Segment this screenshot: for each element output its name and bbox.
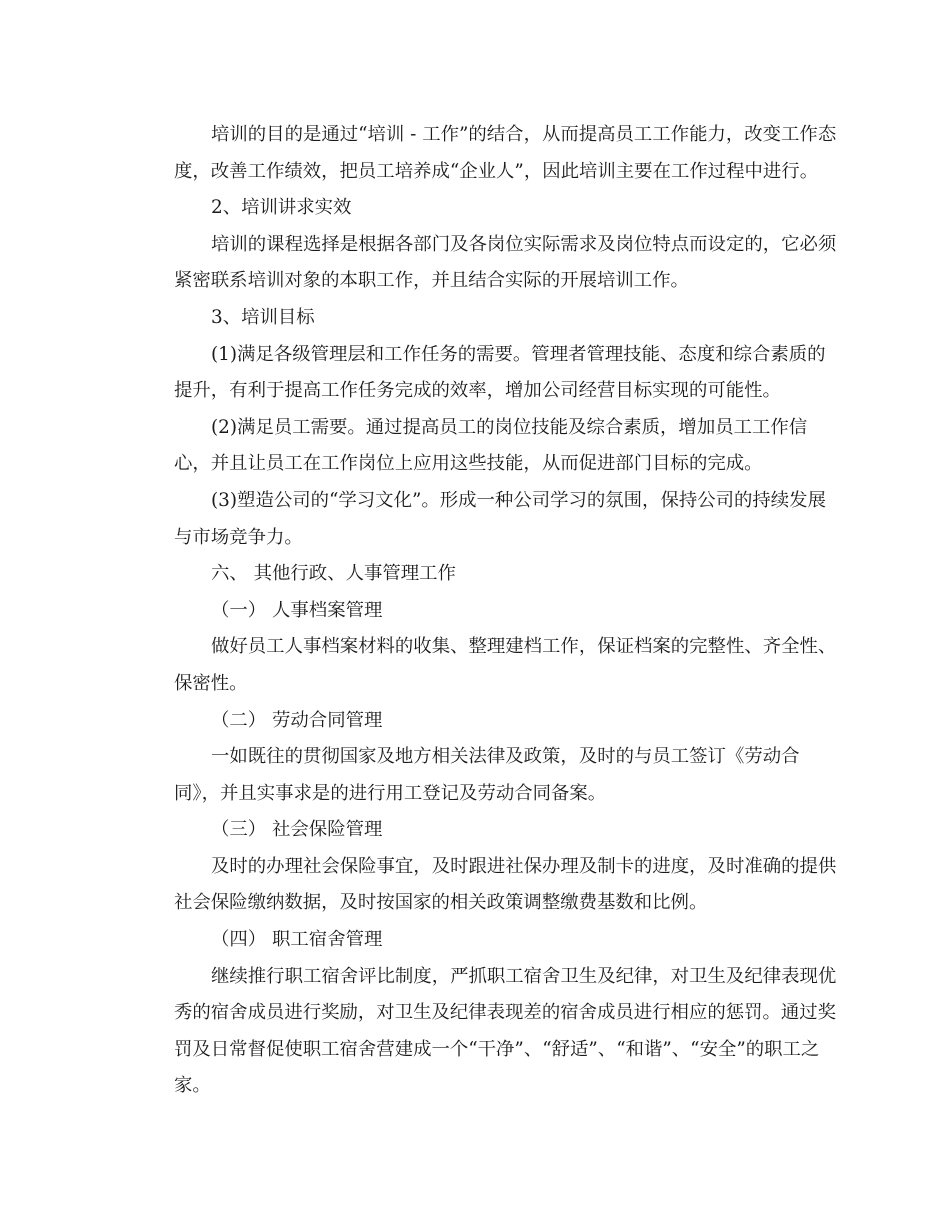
heading-text: （二） 劳动合同管理 bbox=[211, 709, 383, 731]
heading-text: 3、培训目标 bbox=[211, 306, 315, 328]
heading-personnel-files bbox=[137, 593, 813, 630]
paragraph-course-selection bbox=[137, 227, 837, 300]
heading-text: （四） 职工宿舍管理 bbox=[211, 929, 383, 951]
text-line: 罚及日常督促使职工宿舍营建成一个“干净”、“舒适”、“和谐”、“安全”的职工之 bbox=[174, 1038, 820, 1060]
paragraph-goal-1 bbox=[137, 337, 826, 410]
text-line: 同》，并且实事求是的进行用工登记及劳动合同备案。 bbox=[174, 782, 607, 804]
text-line: 社会保险缴纳数据，及时按国家的相关政策调整缴费基数和比例。 bbox=[174, 892, 708, 914]
heading-section-six bbox=[137, 556, 813, 593]
heading-text: （三） 社会保险管理 bbox=[211, 819, 383, 841]
heading-text: 六、 其他行政、人事管理工作 bbox=[211, 563, 456, 585]
heading-training-effectiveness bbox=[137, 190, 813, 227]
text-line: 及时的办理社会保险事宜，及时跟进社保办理及制卡的进度，及时准确的提供 bbox=[211, 855, 837, 877]
text-line: 做好员工人事档案材料的收集、整理建档工作，保证档案的完整性、齐全性、 bbox=[211, 636, 837, 658]
heading-labor-contract bbox=[137, 703, 813, 740]
text-line: 一如既往的贯彻国家及地方相关法律及政策，及时的与员工签订《劳动合 bbox=[211, 746, 800, 768]
paragraph-goal-2 bbox=[137, 410, 813, 483]
paragraph-personnel-files bbox=[137, 629, 837, 702]
text-line: (2)满足员工需要。通过提高员工的岗位技能及综合素质，增加员工工作信 bbox=[211, 416, 808, 438]
text-line: 心，并且让员工在工作岗位上应用这些技能，从而促进部门目标的完成。 bbox=[174, 453, 763, 475]
text-line: (1)满足各级管理层和工作任务的需要。管理者管理技能、态度和综合素质的 bbox=[211, 343, 826, 365]
paragraph-labor-contract bbox=[137, 739, 813, 812]
text-line: 提升，有利于提高工作任务完成的效率，增加公司经营目标实现的可能性。 bbox=[174, 380, 781, 402]
heading-training-goals bbox=[137, 300, 813, 337]
heading-text: （一） 人事档案管理 bbox=[211, 599, 383, 621]
text-line: 培训的目的是通过“培训 - 工作”的结合，从而提高员工工作能力，改变工作态 bbox=[211, 124, 837, 145]
text-line: 与市场竞争力。 bbox=[174, 526, 303, 548]
text-line: 培训的课程选择是根据各部门及各岗位实际需求及岗位特点而设定的，它必须 bbox=[211, 233, 837, 255]
heading-social-insurance bbox=[137, 812, 813, 849]
paragraph-social-insurance bbox=[137, 849, 837, 922]
heading-dormitory bbox=[137, 922, 813, 959]
text-line: 家。 bbox=[174, 1075, 211, 1097]
text-line: 紧密联系培训对象的本职工作，并且结合实际的开展培训工作。 bbox=[174, 270, 689, 292]
paragraph-dormitory bbox=[137, 959, 837, 1105]
heading-text: 2、培训讲求实效 bbox=[211, 197, 352, 219]
paragraph-goal-3 bbox=[137, 483, 826, 556]
text-line: (3)塑造公司的“学习文化”。形成一种公司学习的氛围，保持公司的持续发展 bbox=[211, 489, 826, 511]
document-body bbox=[137, 117, 837, 1105]
paragraph-training-purpose bbox=[137, 117, 837, 190]
text-line: 继续推行职工宿舍评比制度，严抓职工宿舍卫生及纪律，对卫生及纪律表现优 bbox=[211, 965, 837, 987]
text-line: 度，改善工作绩效，把员工培养成“企业人”，因此培训主要在工作过程中进行。 bbox=[174, 160, 819, 182]
text-line: 保密性。 bbox=[174, 672, 248, 694]
text-line: 秀的宿舍成员进行奖励，对卫生及纪律表现差的宿舍成员进行相应的惩罚。通过奖 bbox=[174, 1002, 837, 1024]
